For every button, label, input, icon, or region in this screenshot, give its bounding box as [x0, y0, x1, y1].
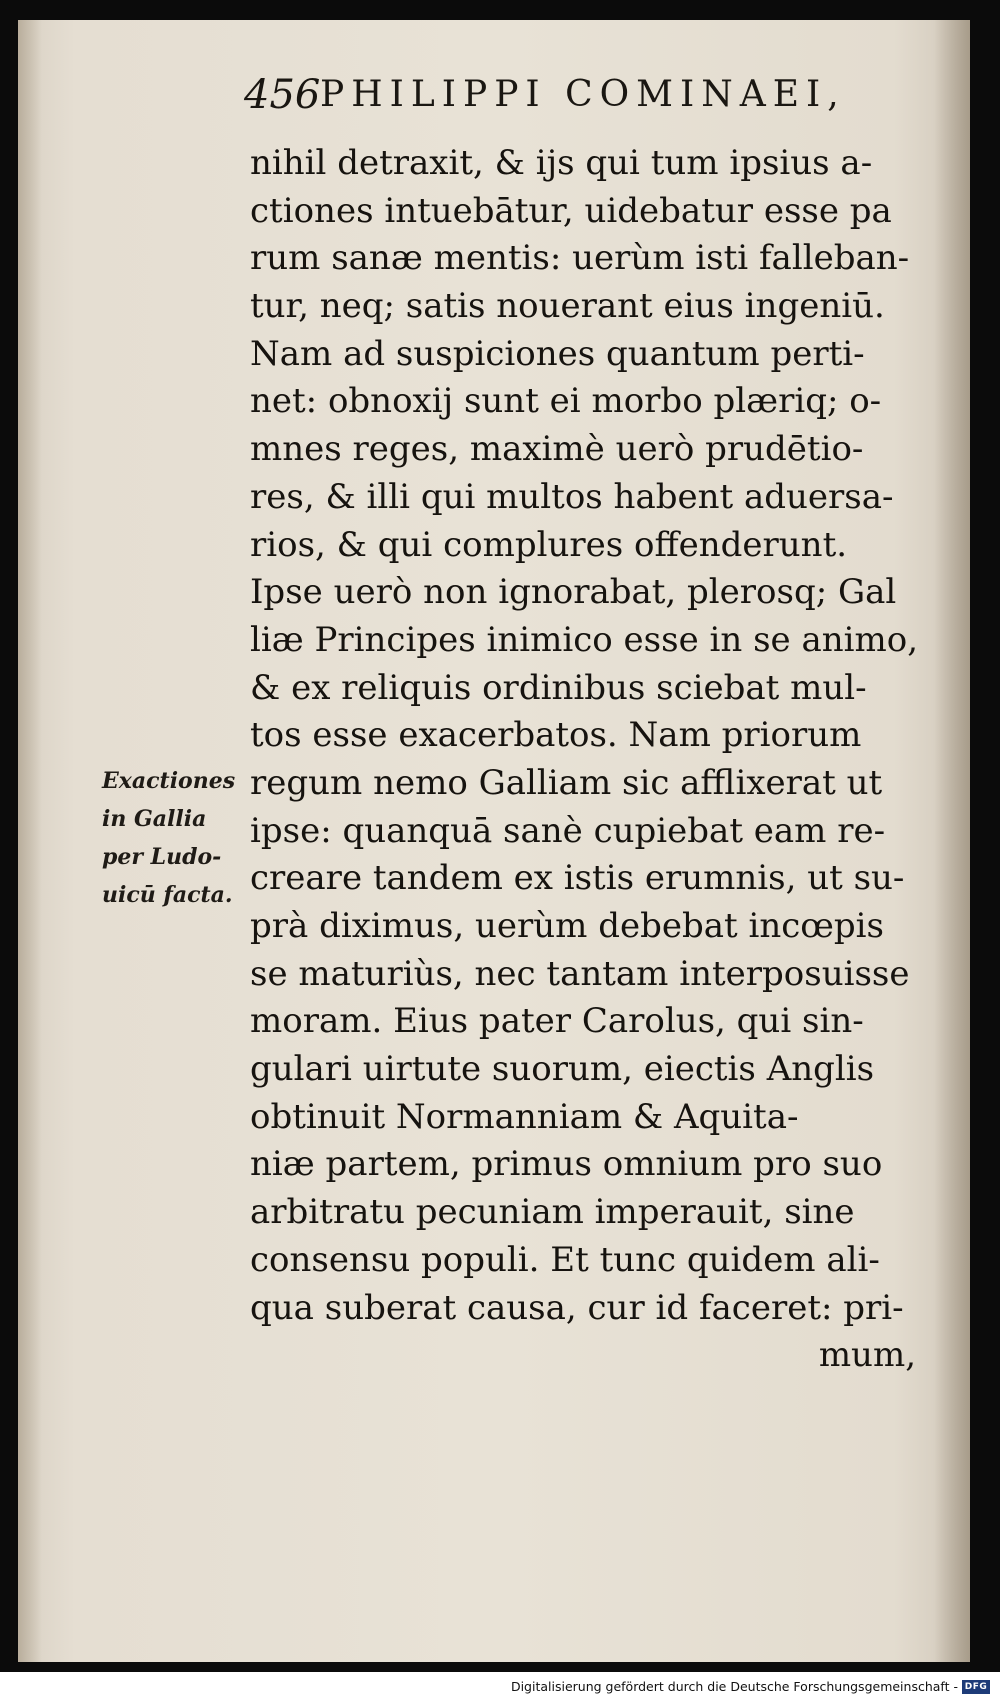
text-line: net: obnoxij sunt ei morbo plæriq; o- — [250, 381, 882, 422]
text-line: se maturiùs, nec tantam interposuisse — [250, 953, 910, 994]
text-line: rum sanæ mentis: uerùm isti falleban- — [250, 238, 910, 279]
catchword: mum, — [818, 1335, 916, 1376]
text-line: Ipse uerò non ignorabat, plerosq; Gal — [250, 572, 897, 613]
text-line: ctiones intuebātur, uidebatur esse pa — [250, 190, 892, 231]
marginal-note-line: per Ludo- — [102, 844, 222, 870]
marginal-note-line: uicū facta. — [102, 882, 233, 908]
text-line: moram. Eius pater Carolus, qui sin- — [250, 1001, 864, 1042]
text-line: mnes reges, maximè uerò prudētio- — [250, 429, 864, 470]
text-line: res, & illi qui multos habent aduersa- — [250, 476, 894, 517]
text-line: prà diximus, uerùm debebat incœpis — [250, 906, 884, 946]
text-line: Nam ad suspiciones quantum perti- — [250, 333, 865, 374]
text-line: consensu populi. Et tunc quidem ali- — [250, 1239, 880, 1280]
body-text — [250, 140, 940, 1380]
text-line: regum nemo Galliam sic afflixerat ut — [250, 762, 883, 803]
text-line: niæ partem, primus omnium pro suo — [250, 1144, 883, 1185]
page-header — [244, 72, 924, 132]
text-line: gulari uirtute suorum, eiectis Anglis — [250, 1049, 875, 1090]
text-line: obtinuit Normanniam & Aquita- — [250, 1096, 799, 1137]
page-number: 456 — [244, 72, 321, 118]
page-gutter-shadow — [18, 20, 42, 1662]
dfg-logo: DFG — [962, 1680, 990, 1694]
marginal-note-line: in Gallia — [102, 806, 207, 832]
marginal-note — [102, 762, 252, 914]
text-line: creare tandem ex istis erumnis, ut su- — [250, 858, 905, 899]
text-line: liæ Principes inimico esse in se animo, — [250, 619, 919, 660]
marginal-note-line: Exactiones — [102, 768, 236, 794]
text-line: ipse: quanquā sanè cupiebat eam re- — [250, 810, 886, 851]
text-line: tur, neq; satis nouerant eius ingeniū. — [250, 286, 885, 327]
text-line: & ex reliquis ordinibus sciebat mul- — [250, 667, 867, 708]
running-title: PHILIPPI COMINAEI, — [320, 74, 846, 115]
text-line: tos esse exacerbatos. Nam priorum — [250, 715, 862, 756]
text-line: rios, & qui complures offenderunt. — [250, 524, 848, 565]
text-line: nihil detraxit, & ijs qui tum ipsius a- — [250, 143, 873, 183]
text-line: qua suberat causa, cur id faceret: pri- — [250, 1287, 904, 1328]
credit-text: Digitalisierung gefördert durch die Deutsche Forschungsgemeinschaft - — [510, 1679, 958, 1694]
digitization-credit — [511, 1678, 990, 1696]
text-line: arbitratu pecuniam imperauit, sine — [250, 1192, 855, 1233]
